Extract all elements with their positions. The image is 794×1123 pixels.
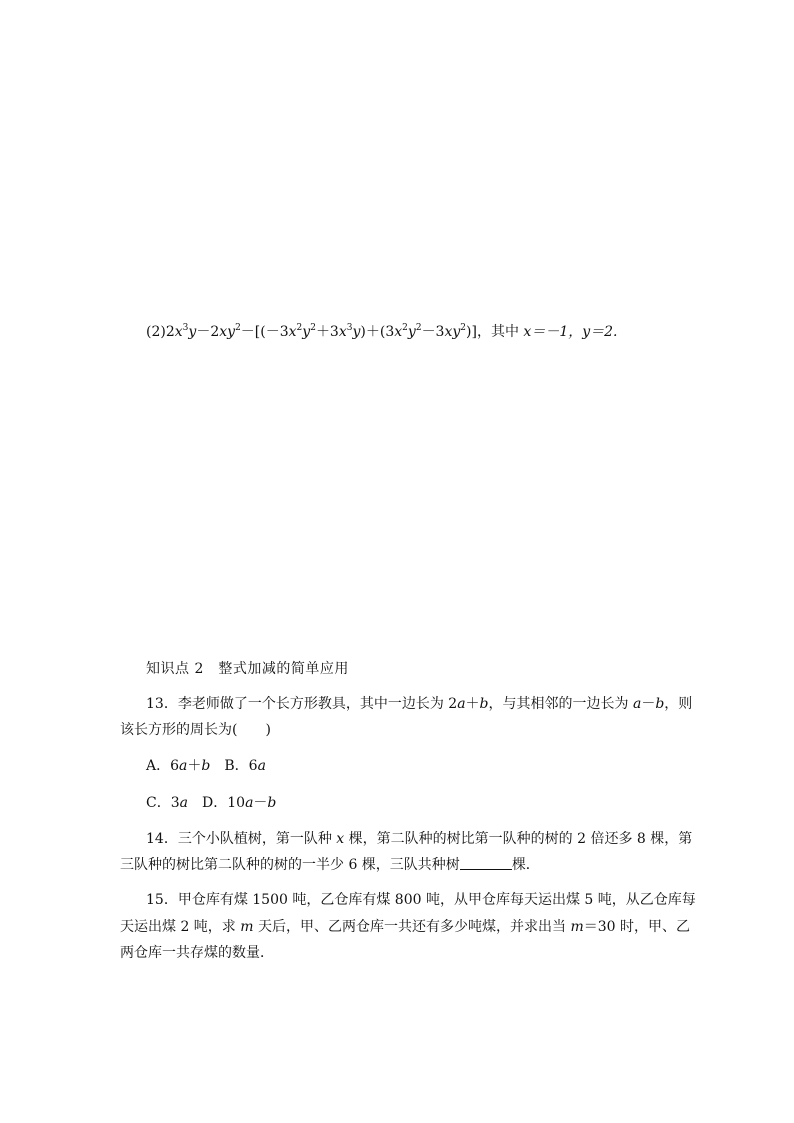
- question-15-line-1: [146, 891, 696, 909]
- question-13-line-2: 该长方形的周长为( ): [120, 722, 271, 738]
- question-15-line-2: 天运出煤 2 吨，求 m 天后，甲、乙两仓库一共还有多少吨煤，并求出当 m＝30 时，甲、乙: [120, 919, 690, 935]
- condition-text: ，其中: [476, 324, 524, 340]
- question-14-line-2: [120, 856, 540, 874]
- question-text: 三个小队植树，第一队种: [177, 831, 337, 847]
- option-d-label: D．: [202, 795, 228, 811]
- option-a: 6a＋b: [170, 758, 211, 774]
- question-15-line-3: 两仓库一共存煤的数量．: [120, 945, 274, 961]
- question-13-options-ab: [146, 757, 266, 775]
- question-number: 14．: [146, 831, 178, 847]
- question-text: 李老师做了一个长方形教具，其中一边长为 2: [177, 696, 458, 712]
- question-14-line-1: 14．三个小队植树，第一队种 x 棵，第二队种的树比第一队种的树的 2 倍还多 8 棵，第: [146, 831, 693, 847]
- part-label: (2): [146, 324, 166, 340]
- question-13-line-1: 13．李老师做了一个长方形教具，其中一边长为 2a＋b，与其相邻的一边长为 a－b，则: [146, 696, 693, 712]
- question-number: 15．: [146, 892, 178, 908]
- question-text-mid: 天后，甲、乙两仓库一共还有多少吨煤，并求出当: [253, 919, 571, 935]
- option-b-label: B．: [224, 758, 249, 774]
- question-text-end: ，则: [664, 696, 693, 712]
- option-c: 3a: [170, 795, 188, 811]
- option-b: 6a: [248, 758, 266, 774]
- question-text-mid: ，与其相邻的一边长为: [488, 696, 633, 712]
- option-d: 10a－b: [227, 795, 277, 811]
- answer-blank[interactable]: [460, 857, 512, 870]
- question-13-options-cd: [146, 794, 276, 812]
- question-number: 13．: [146, 696, 178, 712]
- expression: $2x^3y-2xy^2-[(-3x^2y^2+3x^3y)+(3x^2y^2-3xy^2)]$: [165, 323, 477, 340]
- option-a-label: A．: [146, 758, 171, 774]
- section-heading: 知识点 2 整式加减的简单应用: [146, 661, 349, 677]
- option-c-label: C．: [146, 795, 171, 811]
- question-text: 天运出煤 2 吨，求: [120, 919, 241, 935]
- question-text-end: ＝30 时，甲、乙: [583, 919, 690, 935]
- question-text-cont: 棵，第二队种的树比第一队种的树的 2 倍还多 8 棵，第: [344, 831, 693, 847]
- question-text-end: 棵．: [511, 857, 540, 873]
- question-text: 甲仓库有煤 1500 吨，乙仓库有煤 800 吨，从甲仓库每天运出煤 5 吨，从乙仓库每: [177, 892, 696, 908]
- problem-12-part-2: [146, 323, 618, 341]
- condition-y: y＝2.: [582, 324, 618, 340]
- question-text: 三队种的树比第二队种的树的一半少 6 棵，三队共种树: [120, 857, 460, 873]
- condition-x: x＝－1，: [523, 324, 583, 340]
